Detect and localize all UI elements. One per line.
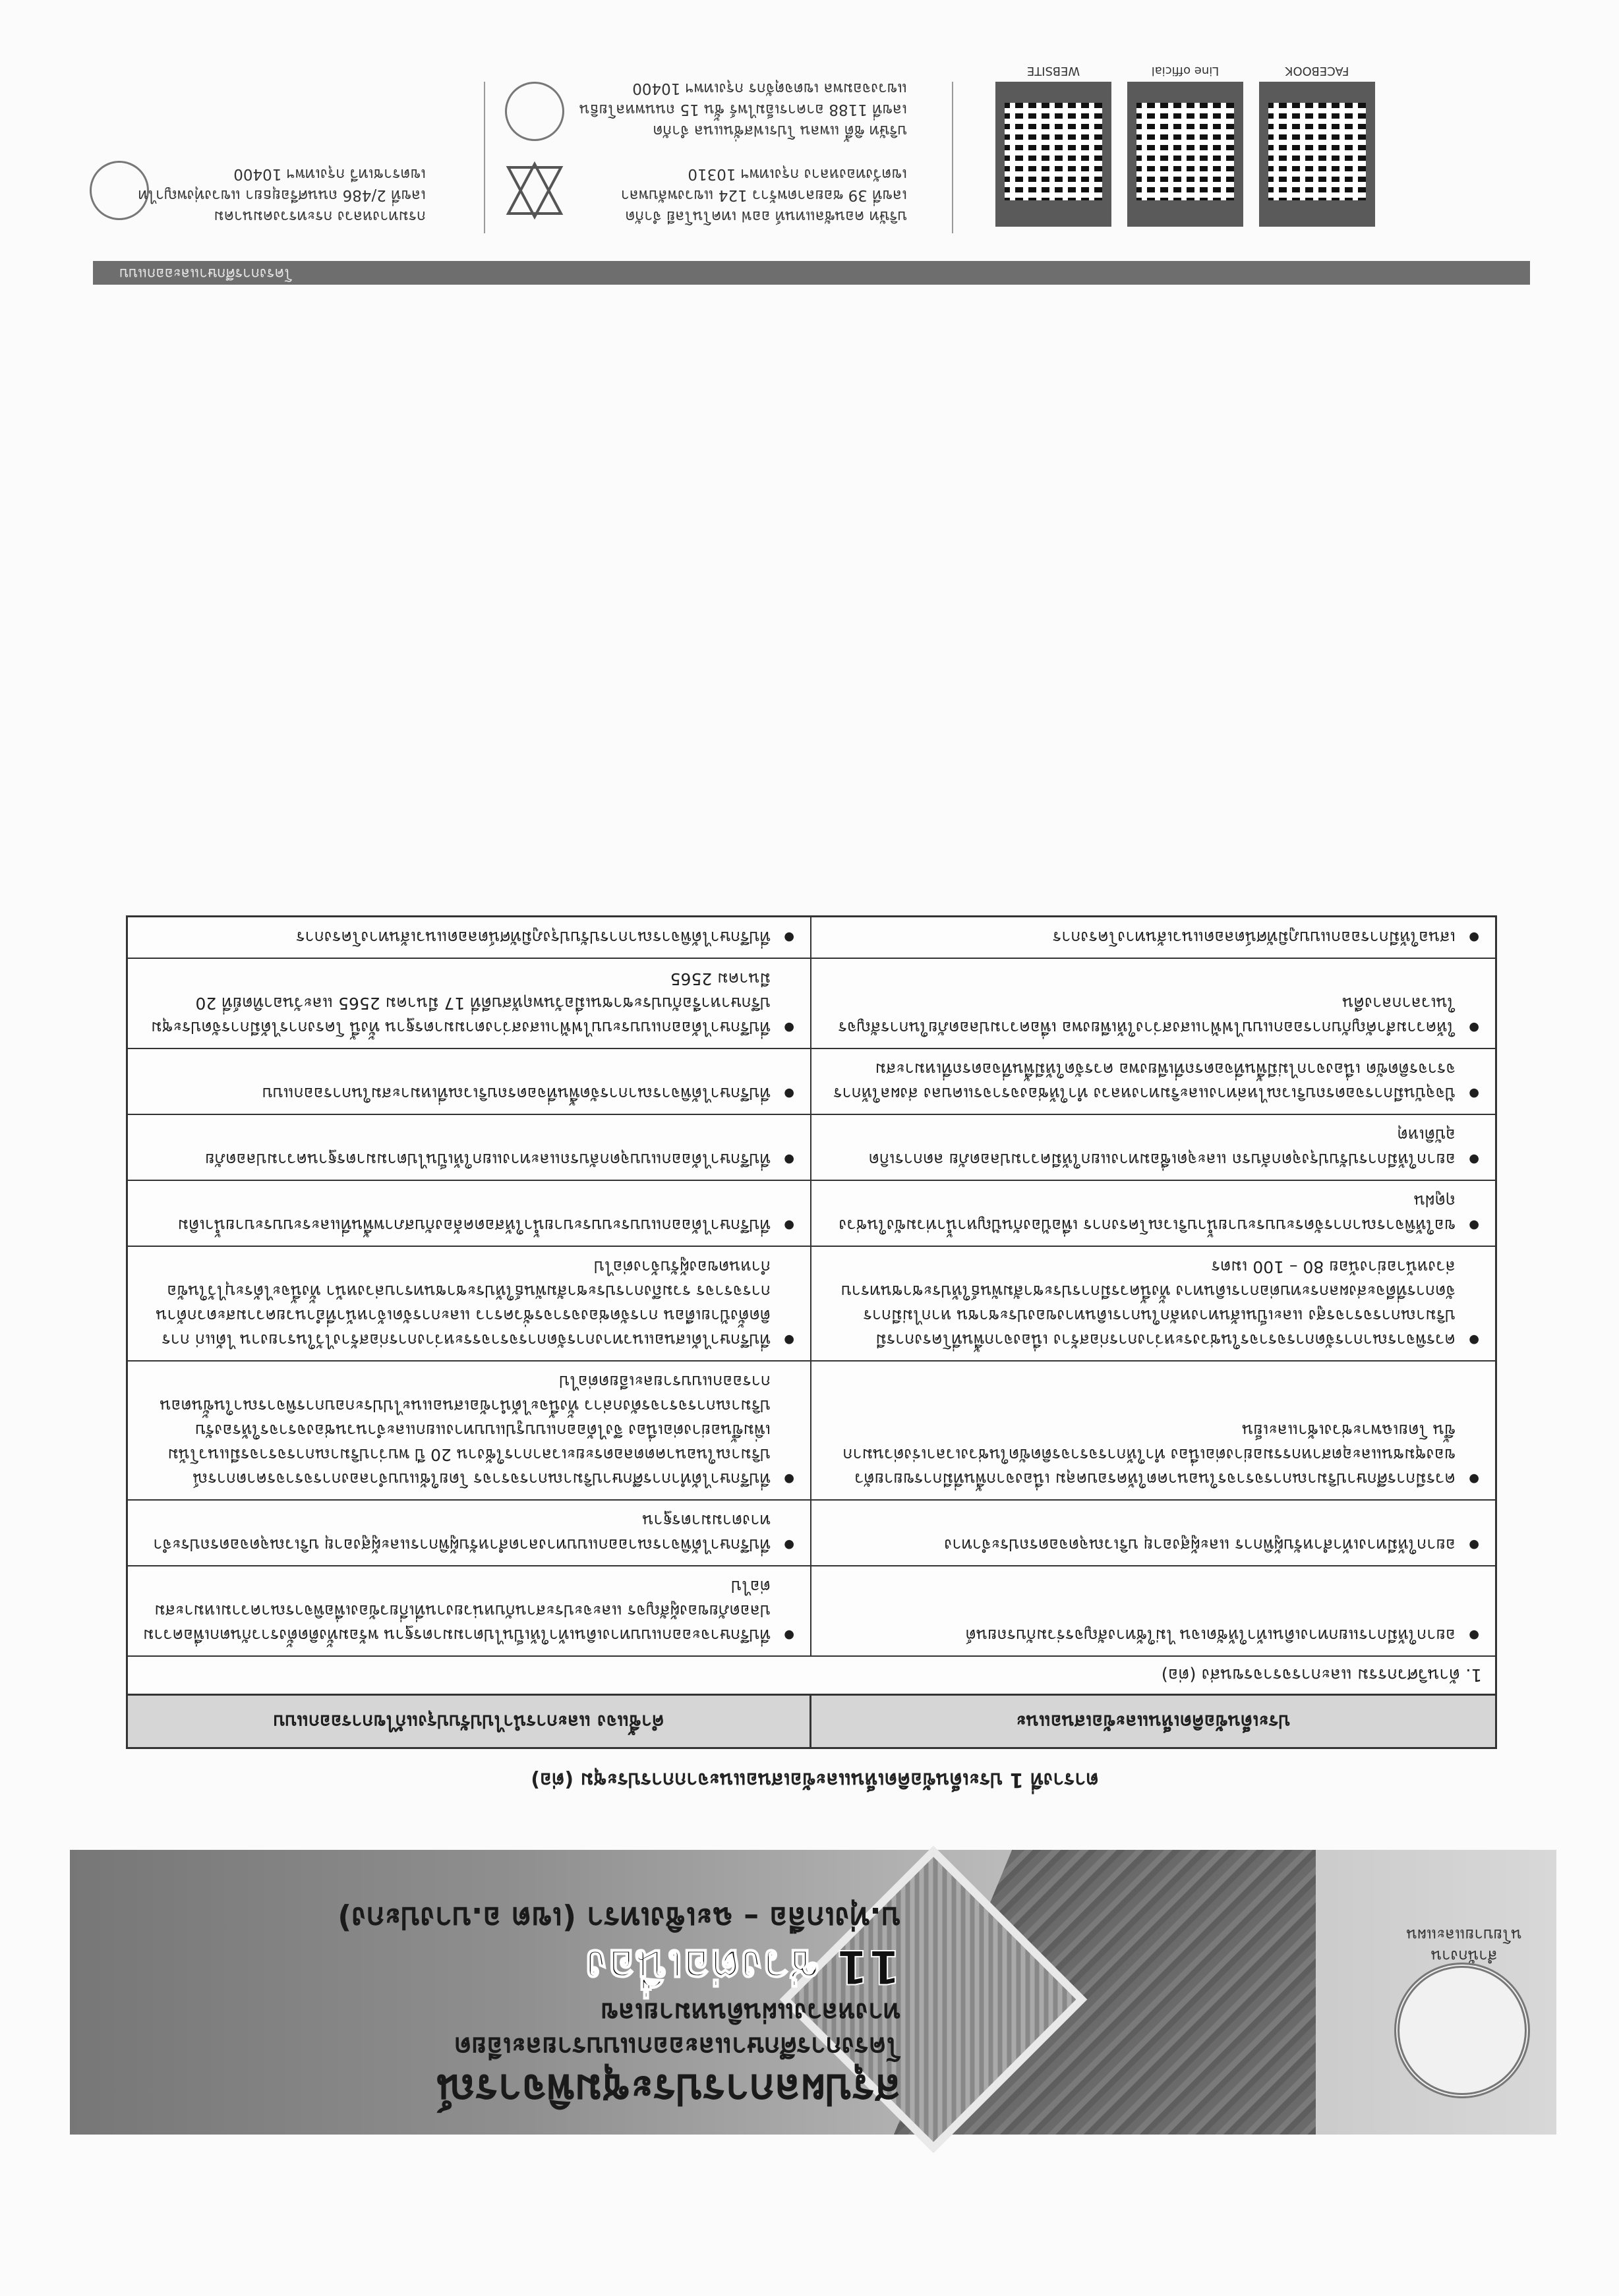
banner-title-line: 11 ช่วงต่อเนื่อง: [585, 1939, 900, 1994]
org-address-line: แขวงจอมพล เขตจตุจักร กรุงเทพฯ 10400: [632, 80, 907, 97]
org-address-line: เลขที่ 1188 อาคารเอ็มไพร์ ชั้น 15 ถนนพหลโยธิน: [579, 101, 907, 118]
table-row: [128, 1360, 1495, 1499]
banner-title: [96, 1899, 900, 2115]
banner-title-line: บ.ทุ่งเกลือ – ฉะเชิงเทรา (เขต อ.บางปะกง): [338, 1901, 900, 1936]
table-row: [128, 1246, 1495, 1360]
response-cell: ● ที่ปรึกษาจะออกแบบทางเดินเท้าให้เป็นไปตามมาตรฐาน พร้อมทั้งติดตั้งราวกันตกเพื่อความปลอดภัยของผู้สัญจร และจะประสานกับหน่วยงานที่เกี่ยวข้องเพื่อพิจารณาความเหมาะสมต่อไป: [128, 1566, 811, 1655]
table-caption: ตารางที่ 1 ประเด็นข้อคิดเห็นและข้อเสนอแนะจากการประชุม (ต่อ): [531, 1768, 1099, 1791]
response-cell: ● ที่ปรึกษาได้ทำการศึกษาปริมาณการจราจร โดยใช้แบบจำลองการจราจรคาดการณ์ปริมาณในอนาคตตลอดระยะเวลาการใช้งาน 20 ปี พบว่าปริมาณการจราจรมีแนวโน้มเพิ่มขึ้นอย่างต่อเนื่อง จึงได้ออกแบบรูปแบบทางแยกและจำนวนช่องจราจรให้รองรับปริมาณการจราจรดังกล่าว ทั้งนี้จะได้นำข้อเสนอแนะไปประกอบการพิจารณาในขั้นตอนการออกแบบรายละเอียดต่อไป: [128, 1362, 811, 1499]
table-row: [128, 1565, 1495, 1655]
divider: [484, 82, 485, 233]
response-cell: ● ที่ปรึกษาได้ออกแบบระบบไฟฟ้าแสงสว่างตามมาตรฐาน ทั้งนี้ โครงการได้มีการจัดประชุมปรึกษาหารือกับประชาชนเมื่อวันพฤหัสบดีที่ 17 มีนาคม 2565 และวันอาทิตย์ที่ 20 มีนาคม 2565: [128, 959, 811, 1048]
comment-cell: ● ควรมีการศึกษาปริมาณการจราจรในอนาคตให้ครอบคลุม เนื่องจากพื้นที่มีการขยายตัวของชุมชนและอุตสาหกรรมอย่างต่อเนื่อง ทำให้การจราจรติดขัดในช่วงเวลาเร่งด่วนมากขึ้น โดยเฉพาะช่วงเช้าและเย็น: [811, 1362, 1495, 1499]
column-header: คำชี้แจง และการนำไปปรับปรุงแก้ไขการออกแบบ: [128, 1696, 811, 1747]
response-cell: ● ที่ปรึกษาได้พิจารณาออกแบบทางลาดสำหรับผู้พิการและผู้สูงอายุ บริเวณจุดจอดรถประจำทางตามมาตรฐาน: [128, 1501, 811, 1565]
qr-code-line[interactable]: [1127, 82, 1243, 227]
seal-caption-line: สำนักงาน: [1430, 1947, 1498, 1965]
qr-label: FACEBOOK: [1285, 64, 1349, 78]
qr-code-icon: [1005, 103, 1102, 200]
response-cell: ● ที่ปรึกษาได้พิจารณาการจัดพื้นที่จอดรถบริเวณที่เหมาะสมในการออกแบบ: [128, 1049, 811, 1114]
comment-cell: ● ให้ความสำคัญกับการออกแบบไฟฟ้าแสงสว่างให้เพียงพอ เพื่อความปลอดภัยในการสัญจรในเวลากลางคืน: [811, 959, 1495, 1048]
qr-code-facebook[interactable]: [1259, 82, 1375, 227]
seal-caption-line: นโยบายและแผน: [1406, 1926, 1522, 1944]
comment-cell: ● อยากให้มีทางเท้าสำหรับผู้พิการ และผู้สูงอายุ บริเวณจุดจอดรถประจำทาง: [811, 1501, 1495, 1565]
org-address-line: เลขที่ 2/486 ถนนศรีอยุธยา แขวงทุ่งพญาไท: [138, 187, 426, 204]
org-address-line: บริษัท คอนซัลแทนท์ ออฟ เทคโนโลยี จำกัด: [625, 208, 907, 225]
qr-label: Line official: [1151, 64, 1220, 78]
banner-title-line: โครงการศึกษาและออกแบบรายละเอียด: [454, 2031, 900, 2061]
table-header-row: [128, 1694, 1495, 1747]
response-cell: ● ที่ปรึกษาได้เสนอแนวทางการจัดการจราจรระหว่างการก่อสร้างไว้ในรายงาน ได้แก่ การติดตั้งป้ายเตือน การจัดช่องจราจรชั่วคราว และการจัดเจ้าหน้าที่อำนวยความสะดวกด้านการจราจร รวมถึงการประชาสัมพันธ์ให้ประชาชนทราบล่วงหน้า ทั้งนี้จะได้ระบุไว้ในข้อกำหนดของผู้รับจ้างต่อไป: [128, 1247, 811, 1360]
divider: [952, 82, 953, 233]
table-row: [128, 1114, 1495, 1180]
org-address-line: กรมทางหลวง กระทรวงคมนาคม: [214, 208, 426, 225]
department-seal-logo: [1394, 1963, 1530, 2098]
org-address-1: [138, 163, 426, 227]
org-address-line: บริษัท ซิตี้ แพลน โปรเฟสชั่นแนล จำกัด: [653, 122, 907, 139]
comment-cell: ● อยากให้มีการแยกทางเดินเท้าให้ชัดเจน ไม่ใช้ทางสัญจรร่วมกับรถยนต์: [811, 1566, 1495, 1655]
org-address-line: เขตราชเทวี กรุงเทพฯ 10400: [233, 165, 426, 183]
table-body: [128, 917, 1495, 1655]
comment-cell: ● ควรพิจารณาการจัดการจราจรในช่วงระหว่างการก่อสร้าง เนื่องจากพื้นที่โครงการมีปริมาณการจราจรสูง และเป็นเส้นทางหลักในการเดินทางของประชาชน หากไม่มีการจัดการที่ดีจะส่งผลกระทบต่อการเดินทาง ทั้งนี้ควรมีการประชาสัมพันธ์ให้ประชาชนทราบล่วงหน้าอย่างน้อย 80 – 100 เมตร: [811, 1247, 1495, 1360]
column-header: ประเด็นข้อคิดเห็นและข้อเสนอแนะ: [1016, 1711, 1291, 1733]
banner-title-line: ทางหลวงแผ่นดินหมายเลข: [600, 1997, 900, 2027]
qr-code-icon: [1268, 103, 1366, 200]
org-address-line: เลขที่ 39 ซอยลาดพร้าว 124 แขวงพลับพลา: [620, 187, 907, 204]
org-address-3: [579, 78, 907, 141]
org-address-2: [621, 163, 907, 227]
table-row: [128, 1499, 1495, 1565]
table-row: [128, 958, 1495, 1048]
qr-label: WEBSITE: [1026, 64, 1080, 78]
comment-cell: ● เสนอให้มีการออกแบบภูมิทัศน์ตลอดแนวเส้นทางโครงการ: [811, 917, 1495, 958]
comments-table: [126, 915, 1497, 1749]
city-plan-logo: [505, 82, 564, 141]
response-cell: ● ที่ปรึกษาได้พิจารณาการปรับปรุงภูมิทัศน์ตลอดแนวเส้นทางโครงการ: [128, 917, 811, 958]
org-address-line: เขตวังทองหลาง กรุงเทพฯ 10310: [688, 165, 907, 183]
table-row: [128, 917, 1495, 958]
response-cell: ● ที่ปรึกษาได้ออกแบบระบบระบายน้ำให้สอดคล้องกับสภาพพื้นที่และระบบระบายน้ำเดิม: [128, 1181, 811, 1246]
footer-bar: โครงการศึกษาและออกแบบ: [93, 261, 1530, 285]
response-cell: ● ที่ปรึกษาได้ออกแบบจุดกลับรถและทางแยกให้เป็นไปตามมาตรฐานความปลอดภัย: [128, 1115, 811, 1180]
cot-logo: [505, 161, 564, 220]
qr-code-website[interactable]: [995, 82, 1111, 227]
table-row: [128, 1180, 1495, 1246]
comment-cell: ● ปัจจุบันมีการจอดรถบริเวณไหล่ทางและริมทางหลวง ทำให้ช่องจราจรแคบลง ส่งผลให้การจราจรติดขัด เนื่องจากไม่มีพื้นที่จอดรถที่เพียงพอ ควรจัดให้มีพื้นที่จอดรถที่เหมาะสม: [811, 1049, 1495, 1114]
qr-code-icon: [1136, 103, 1234, 200]
section-heading: 1. ด้านวิศวกรรม และการจราจรขนส่ง (ต่อ): [128, 1655, 1495, 1694]
comment-cell: ● อยากให้มีการปรับปรุงจุดกลับรถ และจุดเชื่อมทางแยกให้มีความปลอดภัย ลดการเกิดอุบัติเหตุ: [811, 1115, 1495, 1180]
banner-title-line: สรุปผลการประชุมพิจารณ์: [436, 2065, 900, 2113]
seal-caption: [1388, 1924, 1540, 1966]
comment-cell: ● ขอให้พิจารณาการจัดระบบระบายน้ำบริเวณโครงการ เพื่อป้องกันปัญหาน้ำท่วมขังในช่วงฤดูฝน: [811, 1181, 1495, 1246]
table-row: [128, 1048, 1495, 1114]
